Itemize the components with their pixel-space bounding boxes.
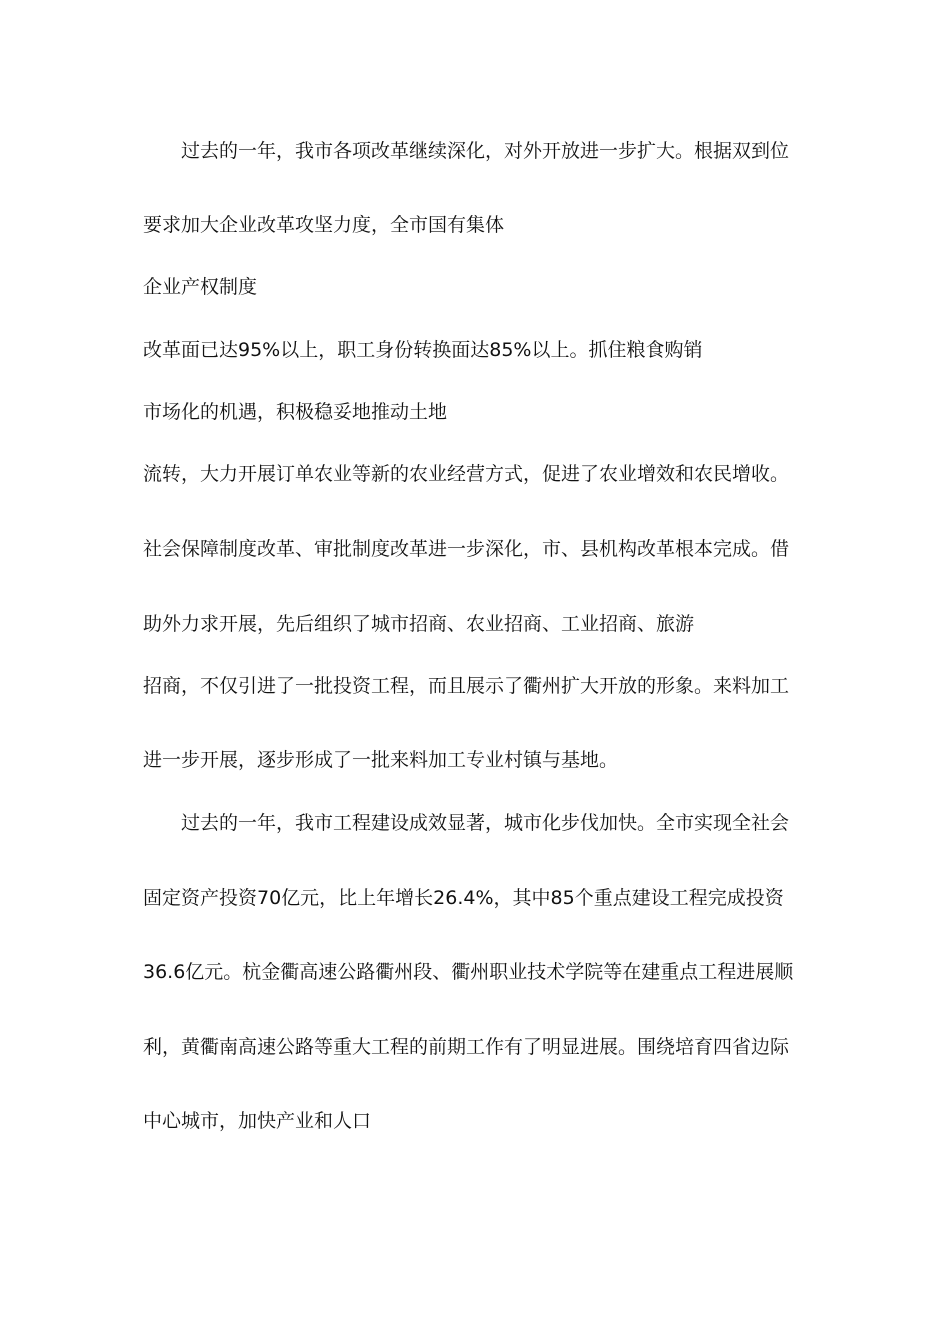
paragraph-1-line-1: 过去的一年，我市各项改革继续深化，对外开放进一步扩大。根据双到位: [181, 140, 790, 162]
paragraph-1-line-10: 进一步开展，逐步形成了一批来料加工专业村镇与基地。: [143, 749, 619, 771]
paragraph-1-line-6: 流转，大力开展订单农业等新的农业经营方式，促进了农业增效和农民增收。: [143, 463, 790, 485]
paragraph-1-line-7: 社会保障制度改革、审批制度改革进一步深化，市、县机构改革根本完成。借: [143, 538, 790, 560]
paragraph-2-line-1: 过去的一年，我市工程建设成效显著，城市化步伐加快。全市实现全社会: [181, 812, 790, 834]
paragraph-2-line-2: 固定资产投资70亿元，比上年增长26.4%，其中85个重点建设工程完成投资: [143, 887, 784, 909]
paragraph-2-line-4: 利，黄衢南高速公路等重大工程的前期工作有了明显进展。围绕培育四省边际: [143, 1036, 790, 1058]
paragraph-1-line-5: 市场化的机遇，积极稳妥地推动土地: [143, 401, 448, 423]
paragraph-1-line-3: 企业产权制度: [143, 276, 258, 298]
paragraph-2-line-3: 36.6亿元。杭金衢高速公路衢州段、衢州职业技术学院等在建重点工程进展顺: [143, 961, 794, 983]
paragraph-1-line-8: 助外力求开展，先后组织了城市招商、农业招商、工业招商、旅游: [143, 613, 695, 635]
paragraph-2-line-5: 中心城市，加快产业和人口: [143, 1110, 372, 1132]
paragraph-1-line-4: 改革面已达95%以上，职工身份转换面达85%以上。抓住粮食购销: [143, 339, 703, 361]
paragraph-1-line-9: 招商，不仅引进了一批投资工程，而且展示了衢州扩大开放的形象。来料加工: [143, 675, 790, 697]
paragraph-1-line-2: 要求加大企业改革攻坚力度，全市国有集体: [143, 214, 505, 236]
